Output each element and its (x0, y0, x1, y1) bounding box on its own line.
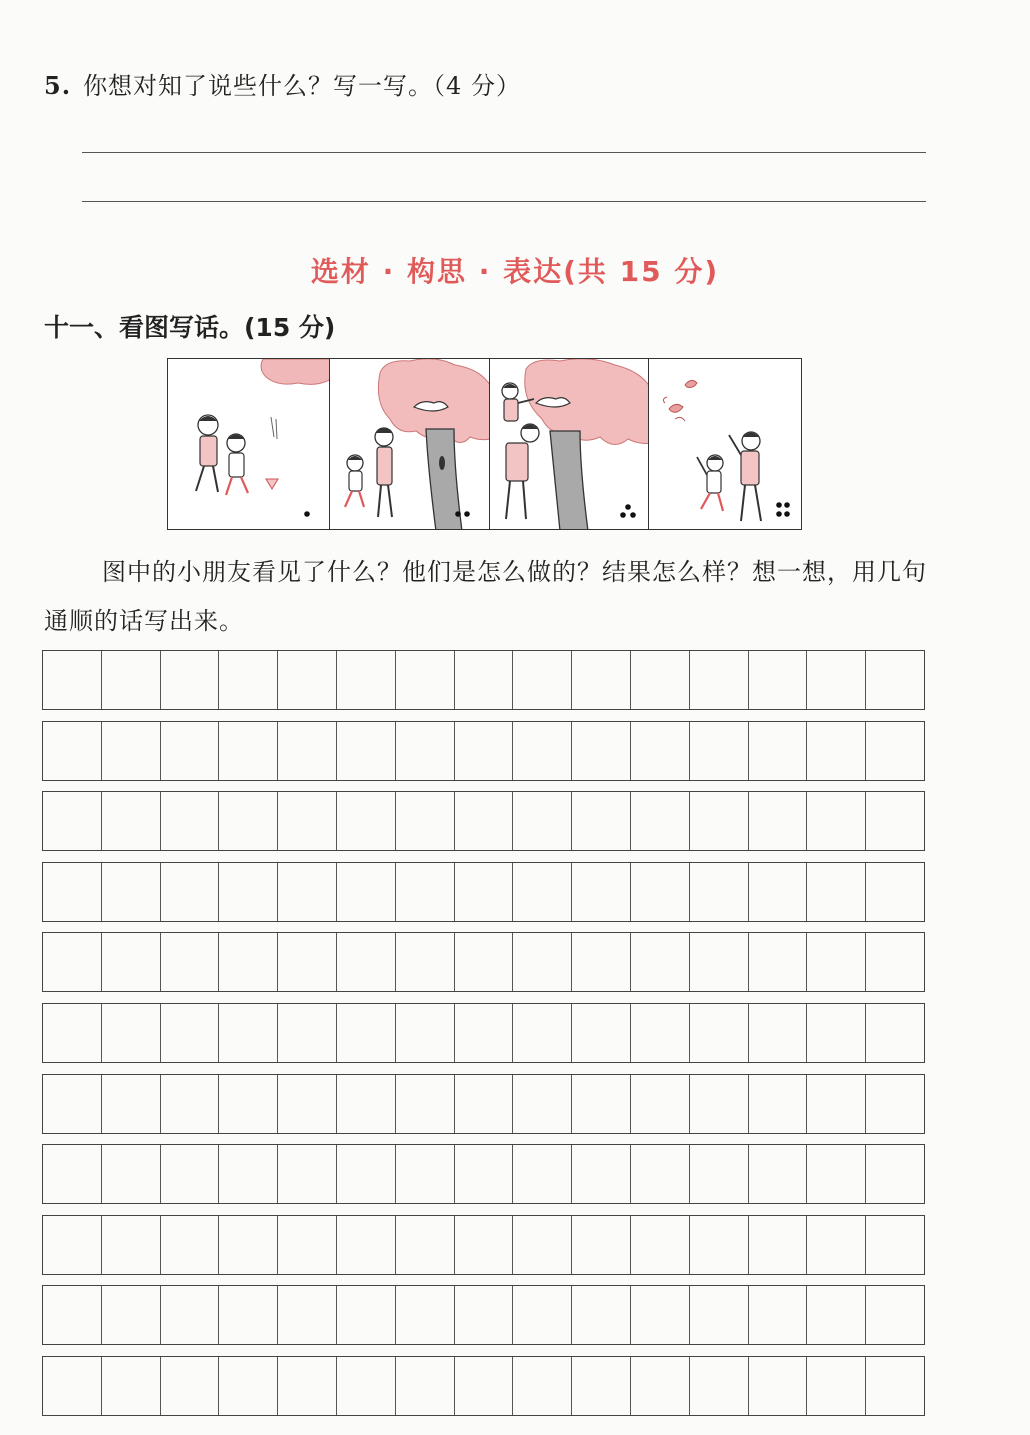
grid-cell[interactable] (690, 1216, 749, 1274)
grid-cell[interactable] (513, 863, 572, 921)
grid-cell[interactable] (749, 1145, 808, 1203)
grid-cell[interactable] (161, 722, 220, 780)
grid-cell[interactable] (396, 1145, 455, 1203)
grid-cell[interactable] (396, 863, 455, 921)
grid-cell[interactable] (278, 1357, 337, 1415)
grid-cell[interactable] (749, 1286, 808, 1344)
grid-cell[interactable] (749, 1004, 808, 1062)
grid-cell[interactable] (278, 1075, 337, 1133)
question-5-text: 你想对知了说些什么？写一写。（4 分） (83, 72, 521, 100)
grid-cell[interactable] (43, 1216, 102, 1274)
section-title: 选材 · 构思 · 表达(共 15 分) (310, 255, 720, 288)
grid-cell[interactable] (102, 1216, 161, 1274)
grid-cell[interactable] (572, 1075, 631, 1133)
grid-cell[interactable] (102, 1004, 161, 1062)
grid-cell[interactable] (807, 863, 866, 921)
grid-cell[interactable] (278, 792, 337, 850)
question-5-number: 5. (44, 71, 72, 100)
grid-cell[interactable] (807, 1286, 866, 1344)
grid-cell[interactable] (43, 722, 102, 780)
writing-prompt (44, 548, 934, 646)
question-5 (44, 66, 521, 101)
grid-cell[interactable] (513, 933, 572, 991)
grid-cell[interactable] (807, 651, 866, 709)
grid-cell[interactable] (513, 1004, 572, 1062)
grid-cell[interactable] (631, 863, 690, 921)
grid-cell[interactable] (337, 1286, 396, 1344)
grid-cell[interactable] (513, 1075, 572, 1133)
grid-cell[interactable] (161, 1075, 220, 1133)
grid-cell[interactable] (572, 1216, 631, 1274)
grid-cell[interactable] (337, 1216, 396, 1274)
grid-cell[interactable] (807, 722, 866, 780)
grid-cell[interactable] (396, 1075, 455, 1133)
grid-cell[interactable] (690, 792, 749, 850)
grid-cell[interactable] (396, 722, 455, 780)
grid-cell[interactable] (396, 1216, 455, 1274)
grid-cell[interactable] (749, 1357, 808, 1415)
grid-cell[interactable] (102, 1286, 161, 1344)
grid-cell[interactable] (161, 651, 220, 709)
grid-cell[interactable] (219, 722, 278, 780)
comic-panel-3 (490, 359, 650, 529)
grid-cell[interactable] (278, 722, 337, 780)
grid-cell[interactable] (749, 933, 808, 991)
grid-cell[interactable] (866, 651, 924, 709)
grid-cell[interactable] (161, 933, 220, 991)
grid-cell[interactable] (572, 792, 631, 850)
grid-cell[interactable] (161, 1286, 220, 1344)
grid-cell[interactable] (396, 1286, 455, 1344)
grid-cell[interactable] (866, 792, 924, 850)
grid-cell[interactable] (337, 933, 396, 991)
grid-cell[interactable] (337, 1075, 396, 1133)
grid-cell[interactable] (455, 651, 514, 709)
answer-line-1[interactable] (82, 152, 926, 153)
grid-cell[interactable] (455, 792, 514, 850)
grid-cell[interactable] (278, 933, 337, 991)
grid-cell[interactable] (278, 1216, 337, 1274)
grid-row (42, 1215, 925, 1275)
grid-cell[interactable] (631, 722, 690, 780)
grid-cell[interactable] (43, 1286, 102, 1344)
grid-cell[interactable] (455, 1145, 514, 1203)
grid-row (42, 1356, 925, 1416)
grid-cell[interactable] (866, 863, 924, 921)
grid-cell[interactable] (161, 1216, 220, 1274)
grid-cell[interactable] (455, 1004, 514, 1062)
grid-cell[interactable] (396, 1357, 455, 1415)
grid-cell[interactable] (807, 1075, 866, 1133)
grid-cell[interactable] (396, 792, 455, 850)
grid-cell[interactable] (43, 933, 102, 991)
grid-cell[interactable] (749, 1075, 808, 1133)
grid-cell[interactable] (219, 1075, 278, 1133)
grid-cell[interactable] (572, 863, 631, 921)
grid-cell[interactable] (866, 1286, 924, 1344)
grid-cell[interactable] (161, 1357, 220, 1415)
grid-cell[interactable] (43, 863, 102, 921)
grid-row (42, 1144, 925, 1204)
grid-cell[interactable] (219, 933, 278, 991)
grid-cell[interactable] (102, 1357, 161, 1415)
answer-line-2[interactable] (82, 201, 926, 202)
grid-cell[interactable] (631, 1004, 690, 1062)
grid-cell[interactable] (43, 1357, 102, 1415)
grid-cell[interactable] (807, 1004, 866, 1062)
grid-cell[interactable] (807, 1145, 866, 1203)
grid-cell[interactable] (219, 792, 278, 850)
comic-panel-1 (168, 359, 330, 529)
grid-cell[interactable] (513, 651, 572, 709)
grid-cell[interactable] (749, 863, 808, 921)
grid-cell[interactable] (572, 1357, 631, 1415)
writing-grid[interactable] (42, 650, 925, 1427)
grid-cell[interactable] (572, 1004, 631, 1062)
comic-strip (167, 358, 802, 530)
grid-cell[interactable] (866, 933, 924, 991)
grid-cell[interactable] (866, 1004, 924, 1062)
grid-cell[interactable] (219, 1145, 278, 1203)
grid-cell[interactable] (43, 651, 102, 709)
grid-row (42, 791, 925, 851)
question-11-heading: 十一、看图写话。(15 分) (44, 313, 336, 342)
grid-cell[interactable] (572, 651, 631, 709)
grid-cell[interactable] (455, 863, 514, 921)
grid-cell[interactable] (219, 1357, 278, 1415)
grid-cell[interactable] (455, 933, 514, 991)
grid-cell[interactable] (102, 933, 161, 991)
grid-cell[interactable] (102, 1145, 161, 1203)
grid-row (42, 1285, 925, 1345)
grid-cell[interactable] (513, 1216, 572, 1274)
grid-cell[interactable] (866, 1075, 924, 1133)
grid-cell[interactable] (749, 1216, 808, 1274)
grid-cell[interactable] (161, 1004, 220, 1062)
grid-cell[interactable] (161, 863, 220, 921)
grid-row (42, 721, 925, 781)
grid-cell[interactable] (513, 1357, 572, 1415)
grid-cell[interactable] (102, 722, 161, 780)
grid-cell[interactable] (219, 1004, 278, 1062)
grid-cell[interactable] (513, 792, 572, 850)
grid-row (42, 1074, 925, 1134)
grid-cell[interactable] (690, 1286, 749, 1344)
grid-cell[interactable] (455, 722, 514, 780)
grid-cell[interactable] (278, 1286, 337, 1344)
grid-cell[interactable] (278, 1145, 337, 1203)
grid-cell[interactable] (749, 792, 808, 850)
grid-cell[interactable] (866, 1216, 924, 1274)
comic-panel-4 (649, 359, 801, 529)
grid-cell[interactable] (455, 1286, 514, 1344)
grid-cell[interactable] (43, 1004, 102, 1062)
grid-cell[interactable] (866, 1145, 924, 1203)
grid-cell[interactable] (455, 1075, 514, 1133)
grid-cell[interactable] (690, 933, 749, 991)
grid-cell[interactable] (631, 1286, 690, 1344)
grid-cell[interactable] (572, 722, 631, 780)
grid-cell[interactable] (631, 651, 690, 709)
grid-cell[interactable] (278, 1004, 337, 1062)
grid-cell[interactable] (455, 1216, 514, 1274)
grid-cell[interactable] (337, 722, 396, 780)
grid-cell[interactable] (749, 722, 808, 780)
grid-cell[interactable] (690, 863, 749, 921)
grid-cell[interactable] (572, 933, 631, 991)
grid-cell[interactable] (161, 1145, 220, 1203)
grid-cell[interactable] (102, 863, 161, 921)
grid-cell[interactable] (690, 651, 749, 709)
writing-prompt-text: 图中的小朋友看见了什么？他们是怎么做的？结果怎么样？想一想，用几句通顺的话写出来。 (44, 558, 927, 635)
grid-cell[interactable] (631, 1145, 690, 1203)
grid-row (42, 650, 925, 710)
grid-cell[interactable] (513, 722, 572, 780)
grid-row (42, 1003, 925, 1063)
grid-cell[interactable] (43, 1145, 102, 1203)
grid-cell[interactable] (631, 1216, 690, 1274)
grid-cell[interactable] (161, 792, 220, 850)
grid-cell[interactable] (690, 1075, 749, 1133)
grid-cell[interactable] (337, 863, 396, 921)
grid-row (42, 862, 925, 922)
grid-cell[interactable] (631, 1075, 690, 1133)
grid-cell[interactable] (513, 1145, 572, 1203)
grid-cell[interactable] (337, 1357, 396, 1415)
grid-cell[interactable] (337, 1004, 396, 1062)
grid-cell[interactable] (690, 1004, 749, 1062)
grid-cell[interactable] (219, 863, 278, 921)
grid-cell[interactable] (396, 933, 455, 991)
grid-cell[interactable] (690, 722, 749, 780)
grid-cell[interactable] (749, 651, 808, 709)
grid-cell[interactable] (43, 1075, 102, 1133)
grid-cell[interactable] (278, 863, 337, 921)
grid-cell[interactable] (219, 1286, 278, 1344)
grid-cell[interactable] (690, 1145, 749, 1203)
grid-row (42, 932, 925, 992)
grid-cell[interactable] (43, 792, 102, 850)
grid-cell[interactable] (102, 1075, 161, 1133)
grid-cell[interactable] (807, 1216, 866, 1274)
grid-cell[interactable] (278, 651, 337, 709)
grid-cell[interactable] (102, 651, 161, 709)
grid-cell[interactable] (631, 933, 690, 991)
grid-cell[interactable] (337, 651, 396, 709)
grid-cell[interactable] (396, 651, 455, 709)
grid-cell[interactable] (807, 792, 866, 850)
grid-cell[interactable] (337, 792, 396, 850)
grid-cell[interactable] (337, 1145, 396, 1203)
grid-cell[interactable] (102, 792, 161, 850)
grid-cell[interactable] (866, 722, 924, 780)
grid-cell[interactable] (455, 1357, 514, 1415)
grid-cell[interactable] (807, 933, 866, 991)
grid-cell[interactable] (219, 1216, 278, 1274)
comic-panel-2 (330, 359, 490, 529)
grid-cell[interactable] (807, 1357, 866, 1415)
grid-cell[interactable] (572, 1145, 631, 1203)
grid-cell[interactable] (866, 1357, 924, 1415)
grid-cell[interactable] (513, 1286, 572, 1344)
grid-cell[interactable] (631, 792, 690, 850)
grid-cell[interactable] (690, 1357, 749, 1415)
grid-cell[interactable] (631, 1357, 690, 1415)
grid-cell[interactable] (396, 1004, 455, 1062)
grid-cell[interactable] (219, 651, 278, 709)
grid-cell[interactable] (572, 1286, 631, 1344)
